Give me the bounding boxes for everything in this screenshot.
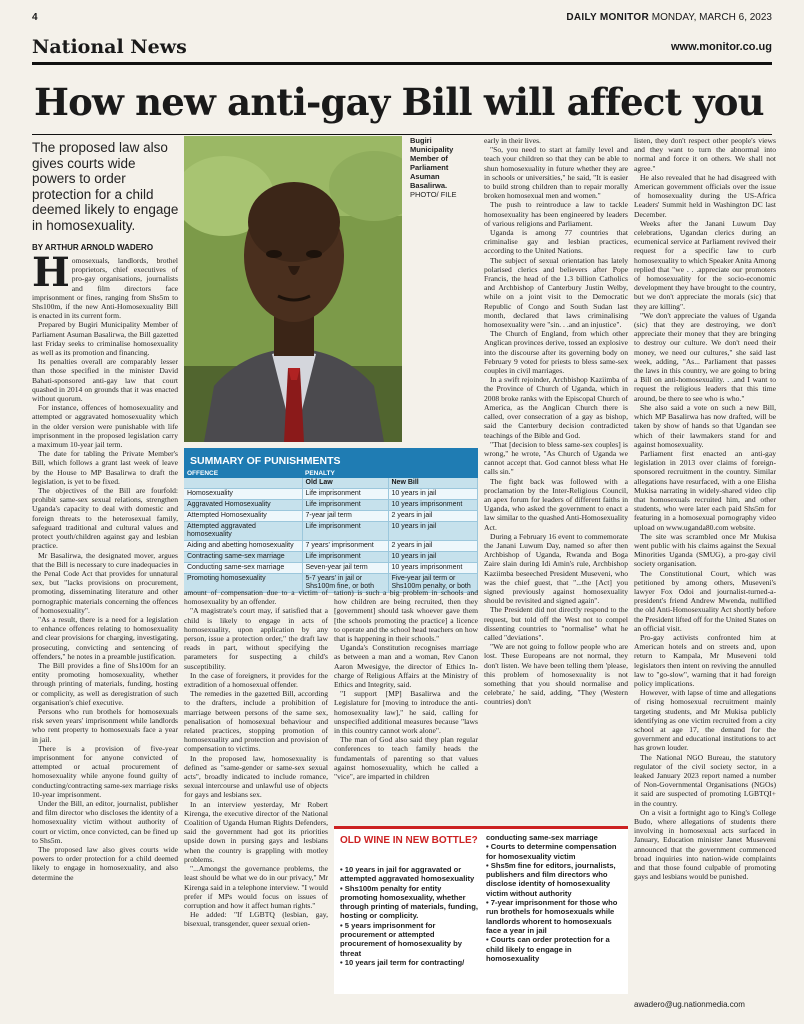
paragraph: He added: "If LGBTQ (lesbian, gay, bisexual, transgender, queer sexual orien- bbox=[184, 910, 328, 929]
table-cell-new: Five-year jail term or Shs100m penalty, or both bbox=[388, 574, 478, 593]
table-cell-offence: Attempted Homosexuality bbox=[184, 511, 302, 522]
paragraph: In a swift rejoinder, Archbishop Kaziimba of the Province of Church of Uganda, which in 2008 broke ranks with the Episcopal Church of America, as the Anglican Church there is called, over consecration of a gay as bishop, said the Canterbury decision contradicted teachings of the Bible and God. bbox=[484, 375, 628, 440]
byline: BY ARTHUR ARNOLD WADERO bbox=[32, 243, 154, 252]
paragraph: "As a result, there is a need for a legislation to enhance offences relating to homosexuality and clear provisions for charging, investigating, prosecuting, convicting and sentencing of offenders," he notes in a preamble justification. bbox=[32, 614, 178, 661]
paragraph: The man of God also said they plan regular conferences to teach family heads the fundamentals of parenting so that values against homosexuality, which he called a "vice", are imparted in children bbox=[334, 735, 478, 782]
col-old-header: Old Law bbox=[302, 478, 388, 489]
paragraph: The Church of England, from which other Anglican provinces derive, tossed an explosive into the discourse after its governing body on February 9 voted for priests to bless same-sex couples in civil marriages. bbox=[484, 329, 628, 376]
old-wine-box bbox=[334, 826, 628, 994]
caption-credit: PHOTO/ FILE bbox=[410, 190, 457, 199]
table-cell-old: 5-7 years' in jail or Shs100m fine, or both bbox=[302, 574, 388, 593]
article-column-1 bbox=[32, 256, 178, 1020]
table-row bbox=[184, 563, 478, 574]
col-offence-header: OFFENCE bbox=[184, 469, 302, 478]
table-row bbox=[184, 500, 478, 511]
paragraph: On a visit a fortnight ago to King's College Budo, where allegations of students there involving in homosexual acts surfaced in January, Education minister Janet Museveni announced that the government commenced broad inquiries into nation-wide complaints and that those found culpable of promoting gays and lesbians would be punished. bbox=[634, 807, 776, 882]
column-5-body bbox=[634, 136, 776, 881]
paragraph: Parliament first enacted an anti-gay legislation in 2013 over claims of foreign-sponsored recruitment in the country. Similar allegations have resurfaced, with a one Elisha Mukisa narrating in widely-shared video clip that homosexuals recruited him, and other students, who were later each paid Shs5m for featuring in a homosexual pornography video upload on www.uganda80.com website. bbox=[634, 448, 776, 532]
paragraph: In an interview yesterday, Mr Robert Kirenga, the executive director of the National Coalition of Uganda Human Rights Defenders, said the government had got its priorities upside down in pursing gays and lesbians when the country is grappling with motley problems. bbox=[184, 799, 328, 864]
table-cell-new: 10 years imprisonment bbox=[388, 500, 478, 511]
paragraph: For instance, offences of homosexuality and attempted or aggravated homosexuality which in the older version were punishable with life imprisonment in the proposed legislation carry a maximum 10-year jail term. bbox=[32, 403, 178, 450]
paragraph: "A magistrate's court may, if satisfied that a child is likely to engage in acts of homosexuality, upon application by any person, issue a protection order," the draft law reads in part, without specifying the parameters for suspecting a child's susceptibility. bbox=[184, 606, 328, 671]
table-cell-old: 7 years' imprisonment bbox=[302, 541, 388, 552]
table-cell-old: Life imprisonment bbox=[302, 489, 388, 500]
list-item: • Shs100m penalty for entity promoting homosexuality, whether through printing of materials, funding, hosting or complicity. bbox=[340, 883, 478, 921]
table-cell-offence: Aggravated Homosexuality bbox=[184, 500, 302, 511]
table-cell-old: 7-year jail term bbox=[302, 511, 388, 522]
portrait-illustration bbox=[184, 136, 402, 442]
paragraph: The National NGO Bureau, the statutory regulator of the civil society sector, in a leaked January 2023 report named a number of Non-Governmental Organisations (NGOs) it said are suspected of promoting LGBTQI+ in the country. bbox=[634, 752, 776, 808]
paragraph: Persons who run brothels for homosexuals risk seven years' imprisonment while landlords who rent property to homosexuals face a year in jail. bbox=[32, 706, 178, 744]
table-row bbox=[184, 489, 478, 500]
paragraph: The Constitutional Court, which was petitioned by among others, Museveni's lawyer Fox Odoi and journalist-turned-a-president's friend Andrew Mwenda, nullified the old Anti-Homosexuality Act shortly before the President lifted off for the United States on an official visit. bbox=[634, 568, 776, 633]
list-item: • 10 years in jail for aggravated or attempted aggravated homosexuality bbox=[340, 865, 475, 884]
list-item: • 10 years jail term for contracting/ bbox=[340, 957, 465, 967]
old-wine-list-left bbox=[340, 865, 480, 967]
paragraph: Mr Basalirwa, the designated mover, argues that the Bill is necessary to cure inadequacies in the Penal Code Act that provides for unnatural sex, but "lacks provisions on procurement, promoting, disseminating literature and other pornographic materials concerning the offences of homosexuality". bbox=[32, 550, 178, 615]
list-item: conducting same-sex marriage bbox=[486, 833, 598, 842]
section-title: National News bbox=[32, 36, 187, 58]
table-cell-offence: Contracting same-sex marriage bbox=[184, 552, 302, 563]
paragraph: "We don't appreciate the values of Uganda (sic) that they are destroying, we don't appreciate their money that they are bringing to destroy our culture. We don't need their money, we need our cultures," she said last week, adding, "As... Parliament that passes the laws in this country, we are going to bring a Bill on anti-homosexuality. . .and I want to request the religious leaders that this time around, be there to see who is who." bbox=[634, 310, 776, 403]
summary-of-punishments-box bbox=[184, 448, 478, 590]
table-row bbox=[184, 552, 478, 563]
list-item: • 7-year imprisonment for those who run brothels for homosexuals while landlords whorent to homosexuals face a year in jail bbox=[486, 898, 618, 935]
page-number: 4 bbox=[32, 12, 38, 23]
issue-date: MONDAY, MARCH 6, 2023 bbox=[651, 12, 772, 23]
paragraph: Uganda's Constitution recognises marriage as between a man and a woman, Rev Canon Aaron Mwesigye, the director of Ethics In-charge of Religious Affairs at the Ministry of Ethics and Integrity, said. bbox=[334, 643, 478, 690]
article-column-4 bbox=[484, 136, 628, 820]
paragraph: amount of compensation due to a victim of homosexuality by an offender. bbox=[184, 588, 328, 607]
column-2-body bbox=[184, 588, 328, 929]
paragraph: listen, they don't respect other people's views and they want to turn the abnormal into normal and force it on others. We shall not agree." bbox=[634, 136, 776, 173]
article-column-3 bbox=[334, 588, 478, 820]
paragraph: The fight back was followed with a proclamation by the Inter-Religious Council, an apex forum for leaders of different faiths in Uganda, who asked the government to enact a law similar to the quashed Anti-Homosexuality Act. bbox=[484, 476, 628, 532]
paragraph: The remedies in the gazetted Bill, according to the drafters, include a prohibition of marriage between persons of the same sex, penalisation of homosexual behaviour and related practices, stopping promotion of homosexuality and protection and provision of compensation to victims. bbox=[184, 689, 328, 754]
paragraph: "We are not going to follow people who are lost. These Europeans are not normal, they don't listen. We have been telling them 'please, this problem of homosexuality is not something that you should normalise and celebrate,' he said, adding, "They (Western countries) don't bbox=[484, 642, 628, 707]
summary-title: SUMMARY OF PUNISHMENTS bbox=[184, 451, 478, 469]
paragraph: "So, you need to start at family level and teach your children so that they can be able to shun homosexuality in future whether they are in schools or universities," he said, "It is easier to build strong children than to repair morally broken homosexual men and women." bbox=[484, 145, 628, 201]
portrait-photo bbox=[184, 136, 402, 442]
paragraph: The Bill provides a fine of Shs100m for an entity promoting homosexuality, whether through printing of materials, funding, hosting or complicity, as well as deregistration of such organisation's chief executive. bbox=[32, 660, 178, 707]
paragraph: The date for tabling the Private Member's Bill, which follows a grant last week of leave by the House to MP Basalirwa to draft the legislation, is yet to be fixed. bbox=[32, 449, 178, 486]
list-item: • Shs5m fine for editors, journalists, publishers and film directors who disclose identity of homosexuality victim without authority bbox=[486, 860, 616, 898]
drop-cap: H bbox=[32, 256, 70, 296]
paragraph: "...Amongst the governance problems, the least should be what we do in our privacy," Mr Kirenga said in a telephone interview. "I would prefer if MPs would focus on issues of corruption and how it affect human rights." bbox=[184, 864, 328, 910]
column-4-body bbox=[484, 136, 628, 707]
paragraph: omosexuals, landlords, brothel proprietors, chief executives of pro-gay organisations, journalists and film directors face imprisonment or fines, ranging from Shs5m to Shs100m, if the new Anti-Homosexuality Bill is enacted in its current form. bbox=[32, 256, 178, 321]
old-wine-title: OLD WINE IN NEW BOTTLE? bbox=[340, 835, 478, 846]
table-row bbox=[184, 541, 478, 552]
paragraph: The site was scrambled once Mr Mukisa went public with his claims against the Sexual Minorities Uganda (SMUG), a pro-gay civil society organisation. bbox=[634, 531, 776, 569]
paragraph: Uganda is among 77 countries that criminalise gay and lesbian practices, according to the United Nations. bbox=[484, 228, 628, 256]
table-cell-offence: Homosexuality bbox=[184, 489, 302, 500]
paragraph: She also said a vote on such a new Bill, which MP Basalirwa has now drafted, will be taken by show of hands so that Ugandan see which of their lawmakers stand for and against homosexuality. bbox=[634, 402, 776, 449]
list-item: • Courts can order protection for a child likely to engage in homosexuality bbox=[486, 935, 610, 963]
paper-dateline bbox=[566, 12, 772, 23]
headline: How new anti-gay Bill will affect you bbox=[34, 80, 764, 124]
paragraph: In the proposed law, homosexuality is defined as "same-gender or same-sex sexual acts", broadly indicated to include romance, sexual intercourse and unlawful use of objects for gays and lesbians sex. bbox=[184, 753, 328, 800]
caption-name: Bugiri Municipality Member of Parliament Asuman Basalirwa. bbox=[410, 136, 454, 190]
blank-header-cell bbox=[184, 478, 302, 489]
paragraph: Weeks after the Janani Luwum Day celebrations, Ugandan clerics during an ecumenical service at Parliament revived their request for a specific law to curb homosexuality to which Speaker Anita Among replied that "we . . .appreciate our promoters of homosexuality for the socio-economic development they have brought to the country, but we don't appreciate the morals (sic) that they are killing". bbox=[634, 218, 776, 311]
paragraph: The subject of sexual orientation has lately polarised clerics and believers after Pope Francis, the head of the 1.3 billion Catholics and Archbishop of Canterbury Justin Welby, while on a joint visit to the Democratic Republic of Congo and South Sudan last month, declared that laws criminalising homosexuality were "sin. . .and an injustice". bbox=[484, 255, 628, 330]
paragraph: There is a provision of five-year imprisonment for anyone convicted of attempted or actual procurement of homosexuality while anyone found guilty of conducting/contracting same-sex marriage risks 10-year imprisonment. bbox=[32, 743, 178, 799]
article-column-5 bbox=[634, 136, 776, 994]
table-cell-offence: Conducting same-sex marriage bbox=[184, 563, 302, 574]
table-cell-old: Seven-year jail term bbox=[302, 563, 388, 574]
table-cell-new: 10 years in jail bbox=[388, 522, 478, 541]
paragraph: The President did not directly respond to the request, but told off the West not to compel dissenting countries to "normalise" what he called "deviations". bbox=[484, 605, 628, 642]
paragraph: Pro-gay activists confronted him at American hotels and on streets and, upon return to Kampala, Mr Museveni told legislators then intent on reviving the annulled law to "go-slow", warning that it had foreign policy implications. bbox=[634, 632, 776, 688]
paragraph: In the case of foreigners, it provides for the extradition of a homosexual offender. bbox=[184, 670, 328, 690]
column-3-body bbox=[334, 588, 478, 781]
paragraph: tation) is such a big problem in schools and how children are being recruited, then they [government] should task whoever gave them [the schools promoting the practice] a licence to operate and the school head teachers on how that is happening in their schools." bbox=[334, 588, 478, 644]
paragraph: "I support [MP] Basalirwa and the Legislature for [moving to introduce the anti-homosexuality law]," he said, calling for unspecified additional measures because "laws in this country cannot work alone". bbox=[334, 689, 478, 736]
paragraph: The push to reintroduce a law to tackle homosexuality has been engineered by leaders of various religions and Parliament. bbox=[484, 200, 628, 228]
deck: The proposed law also gives courts wide powers to order protection for a child deemed likely to engage in homosexuality. bbox=[32, 140, 179, 233]
table-cell-new: 10 years in jail bbox=[388, 552, 478, 563]
table-cell-new: 10 years in jail bbox=[388, 489, 478, 500]
paragraph: Prepared by Bugiri Municipality Member of Parliament Asuman Basalirwa, the Bill gazetted last Friday seeks to criminalise homosexuality as well as its promotion and financing. bbox=[32, 320, 178, 358]
paragraph: early in their lives. bbox=[484, 136, 541, 145]
site-url: www.monitor.co.ug bbox=[670, 41, 772, 53]
old-wine-list-right bbox=[486, 833, 624, 963]
paragraph: Under the Bill, an editor, journalist, publisher and film director who discloses the identity of a homosexuality victim without authority of court or victim, once convicted, can be fined up to Shs5m. bbox=[32, 798, 178, 845]
paragraph: During a February 16 event to commemorate the Janani Luwum Day, named so after then Archbishop of Uganda, Rwanda and Boga Zaire slain during Idi Amin's rule, Archbishop Kaziimba beseeched President Museveni, who was the chief guest, that "...the [Act] you signed previously against homosexuality should be revisited and signed again". bbox=[484, 531, 628, 606]
photo-caption bbox=[410, 136, 476, 199]
column-1-body bbox=[32, 320, 178, 881]
table-cell-new: 10 years imprisonment bbox=[388, 563, 478, 574]
table-cell-new: 2 years in jail bbox=[388, 511, 478, 522]
headline-rule bbox=[32, 134, 772, 135]
article-column-2 bbox=[184, 588, 328, 1020]
table-row bbox=[184, 522, 478, 541]
paragraph: However, with lapse of time and allegations of rising homosexual recruitment mainly targeting students, and Mr Mukisa publicly identifying as one victim recruited from a city school at age 17, the demand for the government and educational institutions to act has grown louder. bbox=[634, 688, 776, 753]
table-cell-old: Life imprisonment bbox=[302, 552, 388, 563]
table-cell-old: Life imprisonment bbox=[302, 500, 388, 511]
punishments-table bbox=[184, 469, 478, 593]
paragraph: The objectives of the Bill are fourfold: prohibit same-sex sexual relations, strengthen Uganda's capacity to deal with domestic and foreign threats to the heterosexual family, safeguard traditional and cultural values and protect youth/children against gay and lesbian practice. bbox=[32, 486, 178, 551]
header-rule bbox=[32, 62, 772, 65]
author-email: awadero@ug.nationmedia.com bbox=[634, 1000, 745, 1009]
paper-name: DAILY MONITOR bbox=[566, 12, 649, 23]
list-item: • Courts to determine compensation for homosexuality victim bbox=[486, 842, 617, 861]
paragraph: He also revealed that he had disagreed with American government officials over the issue of homosexuality during the US-Africa Leaders' Summit held in Washington DC last December. bbox=[634, 172, 776, 219]
col-penalty-header: PENALTY bbox=[302, 469, 478, 478]
page-header bbox=[32, 12, 772, 26]
table-cell-new: 2 years in jail bbox=[388, 541, 478, 552]
table-cell-offence: Aiding and abetting homosexuality bbox=[184, 541, 302, 552]
paragraph: Its penalties overall are comparably lesser than those specified in the minister David Bahati-sponsored anti-gay law that court quashed in 2014 on grounds that it was enacted without quorum. bbox=[32, 357, 178, 404]
paragraph: "That [decision to bless same-sex couples] is wrong," he wrote, "As Church of Uganda we cannot accept that. God cannot bless what He calls sin." bbox=[484, 439, 628, 477]
col-new-header: New Bill bbox=[388, 478, 478, 489]
table-cell-offence: Promoting homosexuality bbox=[184, 574, 302, 593]
table-row bbox=[184, 511, 478, 522]
list-item: • 5 years imprisonment for procurement or attempted procurement of homosexuality by threat bbox=[340, 920, 462, 958]
table-cell-offence: Attempted aggravated homosexuality bbox=[184, 522, 302, 541]
table-cell-old: Life imprisonment bbox=[302, 522, 388, 541]
paragraph: The proposed law also gives courts wide powers to order protection for a child deemed likely to engage in homosexuality, and also determine the bbox=[32, 845, 178, 882]
